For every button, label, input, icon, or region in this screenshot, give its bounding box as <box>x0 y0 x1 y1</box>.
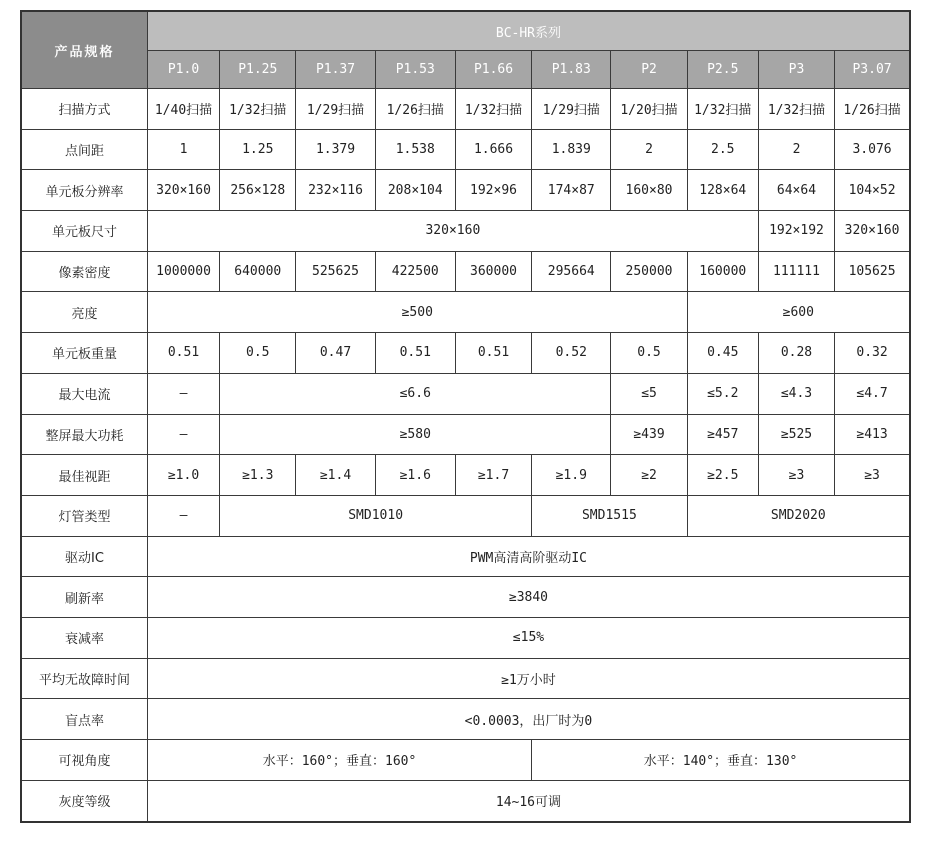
table-cell: 水平：140°；垂直：130° <box>532 740 910 781</box>
table-cell: ≥600 <box>687 292 910 333</box>
table-cell: 1/32扫描 <box>758 89 834 130</box>
table-cell: 525625 <box>296 251 375 292</box>
table-cell: 水平：160°；垂直：160° <box>147 740 531 781</box>
row-label: 单元板尺寸 <box>21 211 147 252</box>
table-cell: 422500 <box>375 251 455 292</box>
table-cell: 1.666 <box>455 129 531 170</box>
table-cell: SMD1010 <box>220 495 532 536</box>
table-cell: ≥3 <box>835 455 910 496</box>
row-label: 单元板分辨率 <box>21 170 147 211</box>
table-cell: 174×87 <box>532 170 611 211</box>
table-cell: 1/40扫描 <box>147 89 219 130</box>
table-cell: 320×160 <box>147 170 219 211</box>
table-cell: ≤4.3 <box>758 373 834 414</box>
table-row <box>21 414 910 455</box>
table-cell: ≥1.6 <box>375 455 455 496</box>
table-cell: 320×160 <box>835 211 910 252</box>
table-title: 产品规格 <box>21 11 147 89</box>
table-cell: 360000 <box>455 251 531 292</box>
table-cell: 160000 <box>687 251 758 292</box>
table-cell: 0.51 <box>455 333 531 374</box>
table-cell: 192×96 <box>455 170 531 211</box>
row-label: 刷新率 <box>21 577 147 618</box>
table-cell: ≥413 <box>835 414 910 455</box>
row-label: 可视角度 <box>21 740 147 781</box>
row-label: 最大电流 <box>21 373 147 414</box>
row-label: 点间距 <box>21 129 147 170</box>
table-row <box>21 617 910 658</box>
table-cell: 1.25 <box>220 129 296 170</box>
table-cell: 250000 <box>611 251 687 292</box>
table-cell: 0.5 <box>220 333 296 374</box>
table-cell: ≤4.7 <box>835 373 910 414</box>
header-series-row <box>21 11 910 51</box>
table-cell: 1000000 <box>147 251 219 292</box>
table-cell: ≤5 <box>611 373 687 414</box>
table-cell: ≥525 <box>758 414 834 455</box>
spec-table <box>20 10 911 823</box>
table-row <box>21 373 910 414</box>
table-cell: ≥2.5 <box>687 455 758 496</box>
table-cell: 1/26扫描 <box>835 89 910 130</box>
table-cell: ≥2 <box>611 455 687 496</box>
table-cell: ≤15% <box>147 617 910 658</box>
table-cell: 1.839 <box>532 129 611 170</box>
model-header: P3 <box>758 51 834 89</box>
table-row <box>21 129 910 170</box>
table-row <box>21 536 910 577</box>
table-row <box>21 577 910 618</box>
table-cell: – <box>147 495 219 536</box>
model-header: P1.0 <box>147 51 219 89</box>
table-cell: ≥500 <box>147 292 687 333</box>
table-cell: ≤5.2 <box>687 373 758 414</box>
table-cell: ≥1.3 <box>220 455 296 496</box>
table-cell: 0.51 <box>375 333 455 374</box>
table-row <box>21 780 910 822</box>
table-cell: – <box>147 414 219 455</box>
table-cell: 0.52 <box>532 333 611 374</box>
table-cell: ≥1.9 <box>532 455 611 496</box>
table-row <box>21 292 910 333</box>
table-cell: 0.28 <box>758 333 834 374</box>
table-cell: 0.32 <box>835 333 910 374</box>
series-title: BC-HR系列 <box>147 11 910 51</box>
row-label: 衰减率 <box>21 617 147 658</box>
table-cell: ≥1.4 <box>296 455 375 496</box>
row-label: 平均无故障时间 <box>21 658 147 699</box>
table-cell: 1.379 <box>296 129 375 170</box>
row-label: 整屏最大功耗 <box>21 414 147 455</box>
table-row <box>21 699 910 740</box>
table-cell: PWM高清高阶驱动IC <box>147 536 910 577</box>
table-cell: – <box>147 373 219 414</box>
table-cell: 1/29扫描 <box>296 89 375 130</box>
table-row <box>21 170 910 211</box>
header-model-row <box>21 51 910 89</box>
table-cell: 232×116 <box>296 170 375 211</box>
table-cell: 295664 <box>532 251 611 292</box>
table-cell: ≥457 <box>687 414 758 455</box>
table-cell: 1/26扫描 <box>375 89 455 130</box>
table-cell: 1.538 <box>375 129 455 170</box>
table-cell: 14~16可调 <box>147 780 910 822</box>
table-cell: 1 <box>147 129 219 170</box>
table-row <box>21 455 910 496</box>
model-header: P1.37 <box>296 51 375 89</box>
table-cell: 0.51 <box>147 333 219 374</box>
table-cell: 0.5 <box>611 333 687 374</box>
model-header: P1.66 <box>455 51 531 89</box>
table-cell: 1/20扫描 <box>611 89 687 130</box>
model-header: P1.83 <box>532 51 611 89</box>
table-cell: ≥439 <box>611 414 687 455</box>
model-header: P1.53 <box>375 51 455 89</box>
table-cell: 2.5 <box>687 129 758 170</box>
row-label: 亮度 <box>21 292 147 333</box>
row-label: 灰度等级 <box>21 780 147 822</box>
table-cell: <0.0003，出厂时为0 <box>147 699 910 740</box>
table-cell: ≥580 <box>220 414 611 455</box>
table-cell: 2 <box>758 129 834 170</box>
table-row <box>21 495 910 536</box>
table-cell: ≥1.0 <box>147 455 219 496</box>
table-cell: 160×80 <box>611 170 687 211</box>
table-row <box>21 658 910 699</box>
table-row <box>21 251 910 292</box>
row-label: 最佳视距 <box>21 455 147 496</box>
table-cell: 105625 <box>835 251 910 292</box>
table-cell: 208×104 <box>375 170 455 211</box>
table-row <box>21 740 910 781</box>
table-cell: ≤6.6 <box>220 373 611 414</box>
model-header: P2 <box>611 51 687 89</box>
table-row <box>21 333 910 374</box>
table-cell: 1/32扫描 <box>687 89 758 130</box>
table-cell: 1/32扫描 <box>455 89 531 130</box>
table-cell: ≥3840 <box>147 577 910 618</box>
row-label: 驱动IC <box>21 536 147 577</box>
table-cell: 3.076 <box>835 129 910 170</box>
table-cell: 256×128 <box>220 170 296 211</box>
table-cell: ≥1万小时 <box>147 658 910 699</box>
model-header: P2.5 <box>687 51 758 89</box>
table-cell: 111111 <box>758 251 834 292</box>
table-cell: 640000 <box>220 251 296 292</box>
table-cell: 320×160 <box>147 211 758 252</box>
table-cell: 1/32扫描 <box>220 89 296 130</box>
table-cell: 104×52 <box>835 170 910 211</box>
table-cell: 1/29扫描 <box>532 89 611 130</box>
table-cell: 0.45 <box>687 333 758 374</box>
row-label: 灯管类型 <box>21 495 147 536</box>
table-cell: 128×64 <box>687 170 758 211</box>
row-label: 盲点率 <box>21 699 147 740</box>
table-cell: 64×64 <box>758 170 834 211</box>
table-cell: ≥3 <box>758 455 834 496</box>
table-row <box>21 211 910 252</box>
model-header: P1.25 <box>220 51 296 89</box>
table-cell: SMD1515 <box>532 495 688 536</box>
table-cell: SMD2020 <box>687 495 910 536</box>
table-row <box>21 89 910 130</box>
row-label: 单元板重量 <box>21 333 147 374</box>
row-label: 像素密度 <box>21 251 147 292</box>
table-cell: 192×192 <box>758 211 834 252</box>
table-cell: ≥1.7 <box>455 455 531 496</box>
table-cell: 2 <box>611 129 687 170</box>
row-label: 扫描方式 <box>21 89 147 130</box>
table-cell: 0.47 <box>296 333 375 374</box>
model-header: P3.07 <box>835 51 910 89</box>
